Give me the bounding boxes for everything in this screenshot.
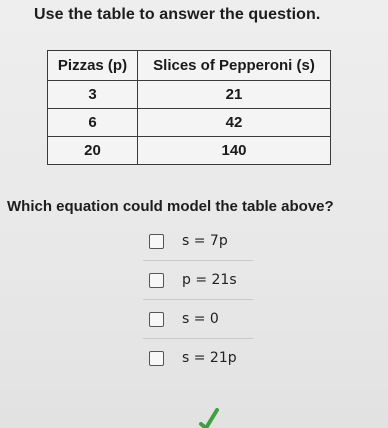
option-label: s = 21p	[182, 350, 237, 366]
cell-pizzas: 3	[48, 81, 138, 109]
instruction-text: Use the table to answer the question.	[34, 6, 321, 23]
option-s-equals-0[interactable]	[143, 300, 253, 339]
table-row	[48, 137, 331, 165]
pizza-pepperoni-table	[47, 50, 331, 165]
option-label: s = 0	[182, 311, 219, 327]
option-s-equals-7p[interactable]	[143, 222, 253, 261]
checkbox[interactable]	[149, 312, 164, 327]
question-text: Which equation could model the table above?	[7, 198, 334, 215]
option-s-equals-21p[interactable]	[143, 339, 253, 377]
table-header-row	[48, 51, 331, 81]
table-row	[48, 81, 331, 109]
option-label: s = 7p	[182, 233, 228, 249]
answer-options	[143, 222, 253, 377]
table-row	[48, 109, 331, 137]
header-slices: Slices of Pepperoni (s)	[138, 51, 331, 81]
cell-slices: 42	[138, 109, 331, 137]
checkbox[interactable]	[149, 351, 164, 366]
header-pizzas: Pizzas (p)	[48, 51, 138, 81]
cell-slices: 21	[138, 81, 331, 109]
checkbox[interactable]	[149, 234, 164, 249]
cell-slices: 140	[138, 137, 331, 165]
option-p-equals-21s[interactable]	[143, 261, 253, 300]
cell-pizzas: 20	[48, 137, 138, 165]
green-check-icon	[198, 404, 220, 428]
option-label: p = 21s	[182, 272, 237, 288]
checkbox[interactable]	[149, 273, 164, 288]
cell-pizzas: 6	[48, 109, 138, 137]
